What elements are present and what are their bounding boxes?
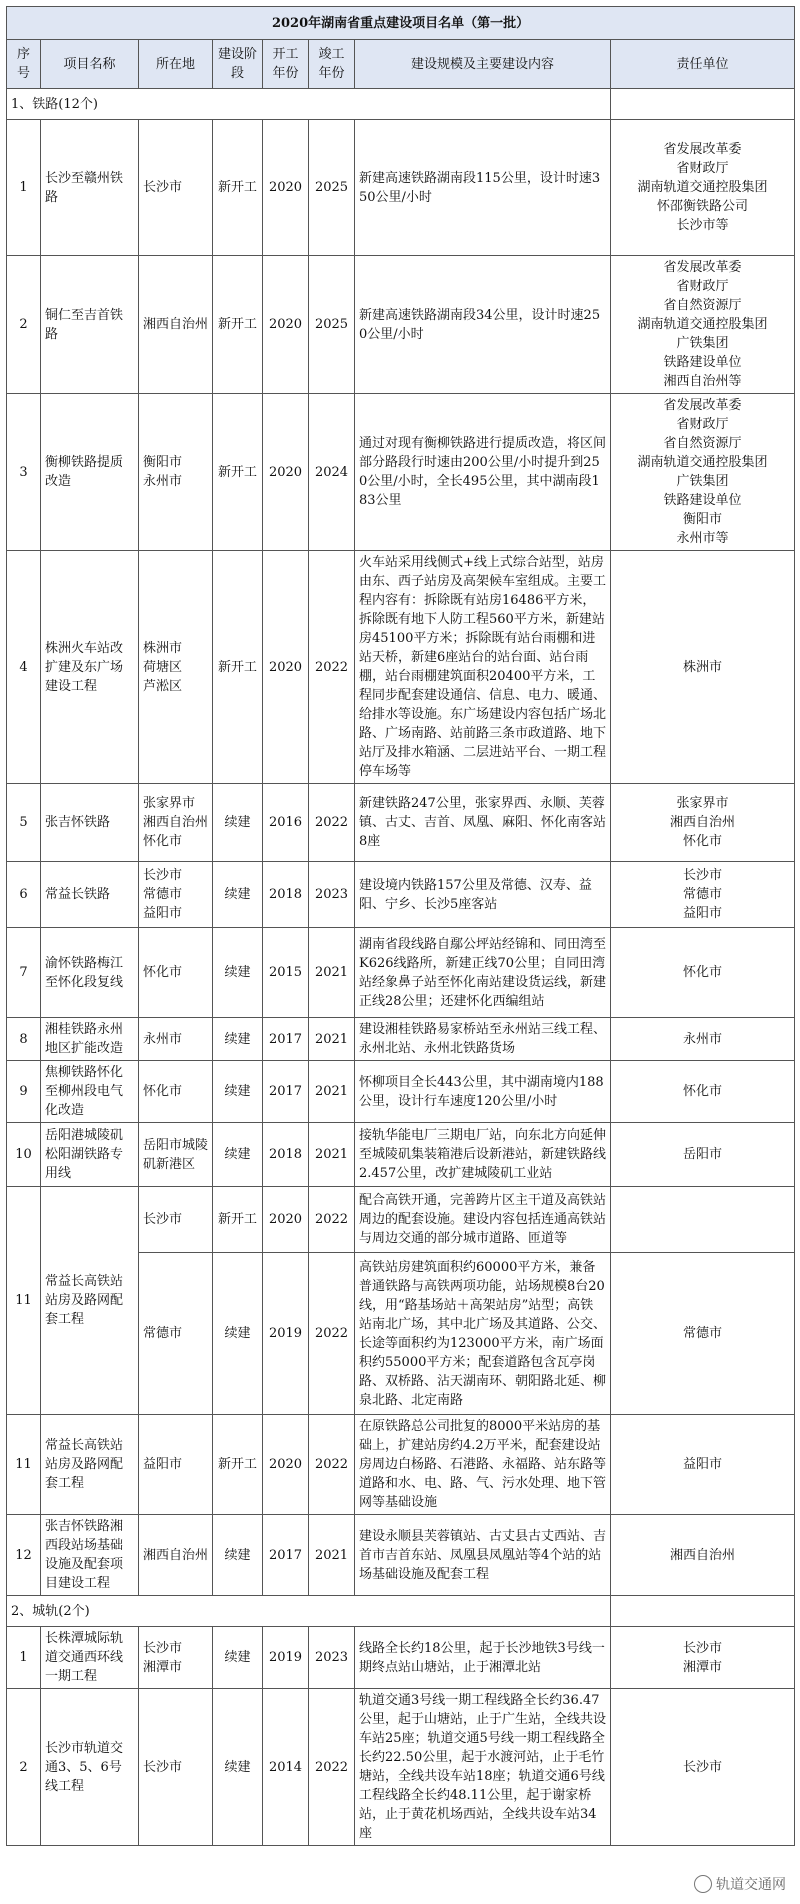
table-row (7, 1415, 795, 1515)
start-year: 2020 (263, 551, 309, 784)
end-year: 2021 (309, 928, 355, 1018)
location: 湘西自治州 (139, 1515, 213, 1596)
construction-content: 轨道交通3号线一期工程线路全长约36.47公里，起于山塘站，止于广生站，全线共设车站25座；轨道交通5号线一期工程线路全长约22.50公里，起于水渡河站，止于毛竹塘站，全线共设车站18座；轨道交通6号线工程线路全长约48.11公里，起于谢家桥站，止于黄花机场西站，全线共设车站34座 (355, 1689, 611, 1846)
header-cell: 竣工年份 (309, 40, 355, 89)
location: 怀化市 (139, 928, 213, 1018)
start-year: 2019 (263, 1253, 309, 1415)
row-number: 11 (7, 1187, 41, 1415)
end-year: 2021 (309, 1515, 355, 1596)
location: 常德市 (139, 1253, 213, 1415)
location: 衡阳市 永州市 (139, 394, 213, 551)
end-year: 2025 (309, 256, 355, 394)
location: 湘西自治州 (139, 256, 213, 394)
construction-content: 新建高速铁路湖南段34公里，设计时速250公里/小时 (355, 256, 611, 394)
row-number: 11 (7, 1415, 41, 1515)
row-number: 4 (7, 551, 41, 784)
end-year: 2022 (309, 1689, 355, 1846)
row-number: 9 (7, 1061, 41, 1123)
project-name: 渝怀铁路梅江至怀化段复线 (41, 928, 139, 1018)
header-cell: 项目名称 (41, 40, 139, 89)
start-year: 2020 (263, 120, 309, 256)
start-year: 2020 (263, 1415, 309, 1515)
location: 株洲市 荷塘区 芦淞区 (139, 551, 213, 784)
location: 长沙市 常德市 益阳市 (139, 862, 213, 928)
end-year: 2024 (309, 394, 355, 551)
section-row (7, 89, 795, 120)
project-name: 铜仁至吉首铁路 (41, 256, 139, 394)
stage: 新开工 (213, 256, 263, 394)
construction-content: 建设湘桂铁路易家桥站至永州站三线工程、永州北站、永州北铁路货场 (355, 1018, 611, 1061)
watermark (694, 1874, 786, 1894)
stage: 续建 (213, 862, 263, 928)
location: 张家界市 湘西自治州 怀化市 (139, 784, 213, 862)
stage: 续建 (213, 1123, 263, 1187)
section-empty-cell (611, 1596, 795, 1627)
stage: 续建 (213, 928, 263, 1018)
construction-content: 在原铁路总公司批复的8000平米站房的基础上，扩建站房约4.2万平米，配套建设站房周边白杨路、石港路、永福路、站东路等道路和水、电、路、气、污水处理、地下管网等基础设施 (355, 1415, 611, 1515)
project-name: 常益长铁路 (41, 862, 139, 928)
start-year: 2017 (263, 1061, 309, 1123)
table-row (7, 1061, 795, 1123)
responsible-unit: 永州市 (611, 1018, 795, 1061)
start-year: 2016 (263, 784, 309, 862)
title-row (7, 7, 795, 40)
stage: 续建 (213, 1689, 263, 1846)
table-row (7, 784, 795, 862)
end-year: 2025 (309, 120, 355, 256)
end-year: 2022 (309, 1187, 355, 1253)
row-number: 3 (7, 394, 41, 551)
end-year: 2022 (309, 1253, 355, 1415)
responsible-unit: 长沙市 (611, 1689, 795, 1846)
location: 长沙市 (139, 1187, 213, 1253)
end-year: 2022 (309, 1415, 355, 1515)
project-name: 常益长高铁站站房及路网配套工程 (41, 1415, 139, 1515)
end-year: 2021 (309, 1018, 355, 1061)
construction-content: 接轨华能电厂三期电厂站，向东北方向延伸至城陵矶集装箱港后设新港站，新建铁路线2.457公里，改扩建城陵矶工业站 (355, 1123, 611, 1187)
row-number: 1 (7, 1627, 41, 1689)
location: 益阳市 (139, 1415, 213, 1515)
start-year: 2014 (263, 1689, 309, 1846)
location: 长沙市 湘潭市 (139, 1627, 213, 1689)
stage: 新开工 (213, 120, 263, 256)
project-table (6, 6, 795, 1846)
responsible-unit: 怀化市 (611, 1061, 795, 1123)
project-name: 岳阳港城陵矶松阳湖铁路专用线 (41, 1123, 139, 1187)
header-cell: 建设阶段 (213, 40, 263, 89)
stage: 续建 (213, 1061, 263, 1123)
table-row (7, 1018, 795, 1061)
stage: 新开工 (213, 551, 263, 784)
responsible-unit: 省发展改革委 省财政厅 湖南轨道交通控股集团 怀邵衡铁路公司 长沙市等 (611, 120, 795, 256)
start-year: 2020 (263, 1187, 309, 1253)
table-row (7, 256, 795, 394)
header-cell: 所在地 (139, 40, 213, 89)
table-row (7, 1515, 795, 1596)
row-number: 2 (7, 1689, 41, 1846)
project-name: 张吉怀铁路湘西段站场基础设施及配套项目建设工程 (41, 1515, 139, 1596)
responsible-unit: 株洲市 (611, 551, 795, 784)
row-number: 7 (7, 928, 41, 1018)
table-row (7, 1627, 795, 1689)
project-name: 长沙市轨道交通3、5、6号线工程 (41, 1689, 139, 1846)
construction-content: 配合高铁开通，完善跨片区主干道及高铁站周边的配套设施。建设内容包括连通高铁站与周边交通的部分城市道路、匝道等 (355, 1187, 611, 1253)
stage: 新开工 (213, 1415, 263, 1515)
responsible-unit: 省发展改革委 省财政厅 省自然资源厅 湖南轨道交通控股集团 广铁集团 铁路建设单位 湘西自治州等 (611, 256, 795, 394)
section-empty-cell (611, 89, 795, 120)
project-name: 衡柳铁路提质改造 (41, 394, 139, 551)
table-row (7, 120, 795, 256)
start-year: 2020 (263, 256, 309, 394)
project-name: 长株潭城际轨道交通西环线一期工程 (41, 1627, 139, 1689)
section-label: 2、城轨(2个) (7, 1596, 611, 1627)
header-row (7, 40, 795, 89)
header-cell: 序号 (7, 40, 41, 89)
section-label: 1、铁路(12个) (7, 89, 611, 120)
construction-content: 建设永顺县芙蓉镇站、古丈县古丈西站、吉首市吉首东站、凤凰县凤凰站等4个站的站场基础设施及配套工程 (355, 1515, 611, 1596)
responsible-unit: 常德市 (611, 1253, 795, 1415)
start-year: 2018 (263, 1123, 309, 1187)
table-row (7, 1187, 795, 1253)
stage: 续建 (213, 1627, 263, 1689)
header-cell: 责任单位 (611, 40, 795, 89)
table-row (7, 862, 795, 928)
start-year: 2017 (263, 1018, 309, 1061)
construction-content: 新建铁路247公里，张家界西、永顺、芙蓉镇、古丈、吉首、凤凰、麻阳、怀化南客站8座 (355, 784, 611, 862)
construction-content: 高铁站房建筑面积约60000平方米，兼备普通铁路与高铁两项功能，站场规模8台20线，用“路基场站＋高架站房”站型；高铁站南北广场，其中北广场及其道路、公交、长途等面积约为123000平方米，南广场面积约55000平方米；配套道路包含瓦亭岗路、双桥路、沾天湖南环、朝阳路北延、柳泉北路、北定南路 (355, 1253, 611, 1415)
stage: 新开工 (213, 394, 263, 551)
project-name: 株洲火车站改扩建及东广场建设工程 (41, 551, 139, 784)
row-number: 8 (7, 1018, 41, 1061)
row-number: 12 (7, 1515, 41, 1596)
project-name: 常益长高铁站站房及路网配套工程 (41, 1187, 139, 1415)
responsible-unit: 张家界市 湘西自治州 怀化市 (611, 784, 795, 862)
construction-content: 湖南省段线路自鄢公坪站经锦和、同田湾至K626线路所，新建正线70公里；自同田湾站经象鼻子站至怀化南站建设货运线，新建正线28公里；还建怀化西编组站 (355, 928, 611, 1018)
stage: 续建 (213, 1515, 263, 1596)
construction-content: 怀柳项目全长443公里，其中湖南境内188公里，设计行车速度120公里/小时 (355, 1061, 611, 1123)
end-year: 2023 (309, 1627, 355, 1689)
end-year: 2021 (309, 1061, 355, 1123)
location: 永州市 (139, 1018, 213, 1061)
project-name: 张吉怀铁路 (41, 784, 139, 862)
location: 怀化市 (139, 1061, 213, 1123)
stage: 续建 (213, 784, 263, 862)
construction-content: 建设境内铁路157公里及常德、汉寿、益阳、宁乡、长沙5座客站 (355, 862, 611, 928)
row-number: 5 (7, 784, 41, 862)
end-year: 2022 (309, 551, 355, 784)
table-row (7, 1123, 795, 1187)
project-name: 长沙至赣州铁路 (41, 120, 139, 256)
responsible-unit: 长沙市 湘潭市 (611, 1627, 795, 1689)
responsible-unit (611, 1187, 795, 1253)
project-name: 焦柳铁路怀化至柳州段电气化改造 (41, 1061, 139, 1123)
end-year: 2021 (309, 1123, 355, 1187)
row-number: 10 (7, 1123, 41, 1187)
start-year: 2020 (263, 394, 309, 551)
responsible-unit: 湘西自治州 (611, 1515, 795, 1596)
construction-content: 新建高速铁路湖南段115公里，设计时速350公里/小时 (355, 120, 611, 256)
stage: 续建 (213, 1018, 263, 1061)
location: 长沙市 (139, 120, 213, 256)
responsible-unit: 长沙市 常德市 益阳市 (611, 862, 795, 928)
header-cell: 建设规模及主要建设内容 (355, 40, 611, 89)
row-number: 1 (7, 120, 41, 256)
start-year: 2019 (263, 1627, 309, 1689)
location: 岳阳市城陵矶新港区 (139, 1123, 213, 1187)
row-number: 2 (7, 256, 41, 394)
watermark-text: 轨道交通网 (716, 1877, 786, 1893)
row-number: 6 (7, 862, 41, 928)
start-year: 2017 (263, 1515, 309, 1596)
table-title: 2020年湖南省重点建设项目名单（第一批） (7, 7, 795, 40)
end-year: 2022 (309, 784, 355, 862)
construction-content: 火车站采用线侧式+线上式综合站型，站房由东、西子站房及高架候车室组成。主要工程内容有：拆除既有站房16486平方米，拆除既有地下人防工程560平方米，新建站房45100平方米；拆除既有站台雨棚和进站天桥，新建6座站台的站台面、站台雨棚，站台雨棚建筑面积20400平方米，工程同步配套建设通信、信息、电力、暖通、给排水等设施。东广场建设内容包括广场北路、广场南路、站前路三条市政道路、地下站厅及排水箱涵、二层进站平台、一期工程停车场等 (355, 551, 611, 784)
location: 长沙市 (139, 1689, 213, 1846)
start-year: 2018 (263, 862, 309, 928)
table-row (7, 551, 795, 784)
project-name: 湘桂铁路永州地区扩能改造 (41, 1018, 139, 1061)
start-year: 2015 (263, 928, 309, 1018)
responsible-unit: 岳阳市 (611, 1123, 795, 1187)
end-year: 2023 (309, 862, 355, 928)
table-row (7, 1689, 795, 1846)
stage: 续建 (213, 1253, 263, 1415)
construction-content: 通过对现有衡柳铁路进行提质改造，将区间部分路段行时速由200公里/小时提升到250公里/小时，全长495公里，其中湖南段183公里 (355, 394, 611, 551)
table-row (7, 394, 795, 551)
responsible-unit: 怀化市 (611, 928, 795, 1018)
watermark-logo-icon (694, 1875, 712, 1893)
section-row (7, 1596, 795, 1627)
stage: 新开工 (213, 1187, 263, 1253)
responsible-unit: 省发展改革委 省财政厅 省自然资源厅 湖南轨道交通控股集团 广铁集团 铁路建设单位 衡阳市 永州市等 (611, 394, 795, 551)
table-row (7, 928, 795, 1018)
responsible-unit: 益阳市 (611, 1415, 795, 1515)
header-cell: 开工年份 (263, 40, 309, 89)
construction-content: 线路全长约18公里，起于长沙地铁3号线一期终点站山塘站，止于湘潭北站 (355, 1627, 611, 1689)
